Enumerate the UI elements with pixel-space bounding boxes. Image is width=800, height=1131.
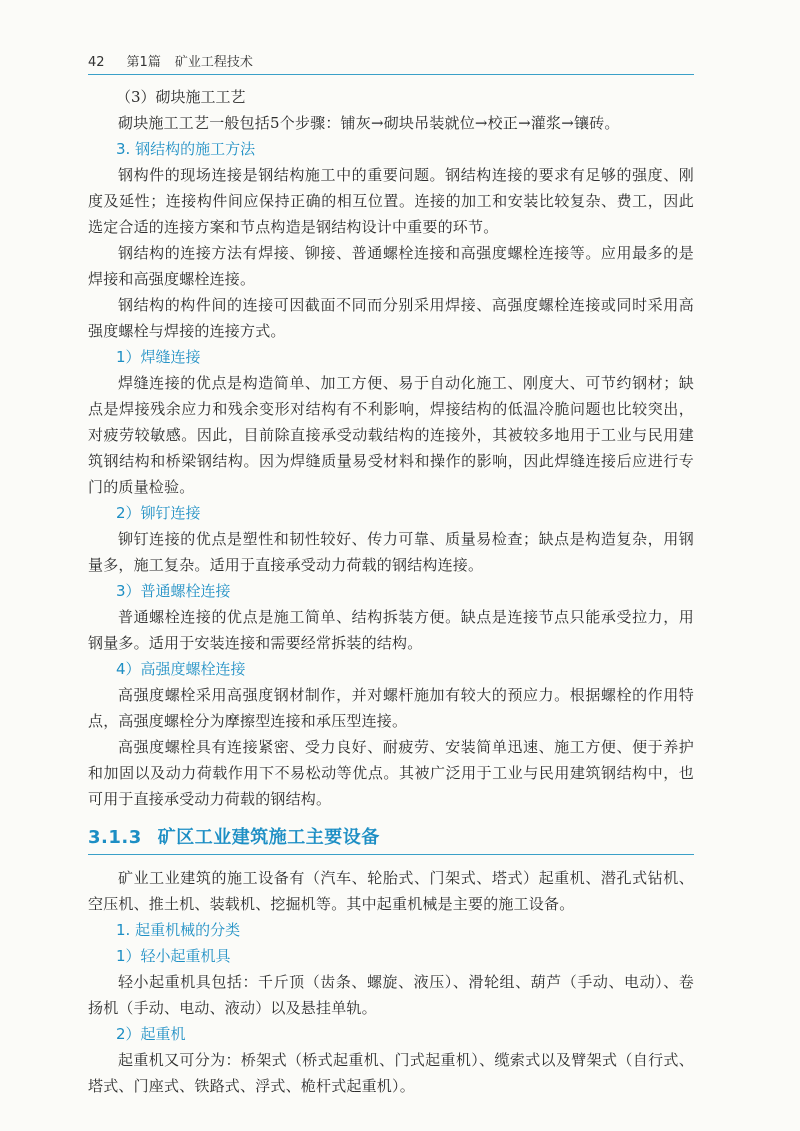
section-title	[88, 824, 694, 855]
heading-bolt: 3）普通螺栓连接	[116, 582, 231, 600]
header-rule	[88, 74, 694, 75]
heading-steel-methods: 3. 钢结构的施工方法	[116, 140, 256, 158]
heading-masonry-process: （3）砌块施工工艺	[116, 88, 246, 106]
heading-high-strength-bolt: 4）高强度螺栓连接	[116, 660, 246, 678]
heading-weld: 1）焊缝连接	[116, 348, 201, 366]
paragraph-hsbolt-2: 高强度螺栓具有连接紧密、受力良好、耐疲劳、安装简单迅速、施工方便、便于养护和加固以及动力荷载作用下不易松动等优点。其被广泛用于工业与民用建筑钢结构中，也可用于直接承受动力荷载的钢结构。	[88, 738, 694, 808]
page-number: 42	[88, 55, 105, 70]
paragraph-equipment: 矿业工业建筑的施工设备有（汽车、轮胎式、门架式、塔式）起重机、潜孔式钻机、空压机、推土机、装载机、挖掘机等。其中起重机械是主要的施工设备。	[88, 869, 694, 913]
paragraph-rivet: 铆钉连接的优点是塑性和韧性较好、传力可靠、质量易检查；缺点是构造复杂，用钢量多，施工复杂。适用于直接承受动力荷载的钢结构连接。	[88, 530, 694, 574]
section-rule	[88, 854, 694, 855]
paragraph-masonry: 砌块施工工艺一般包括5个步骤：铺灰→砌块吊装就位→校正→灌浆→镶砖。	[118, 114, 620, 132]
section-title-text: 矿区工业建筑施工主要设备	[157, 827, 380, 848]
paragraph-light-lifting: 轻小起重机具包括：千斤顶（齿条、螺旋、液压）、滑轮组、葫芦（手动、电动）、卷扬机（手动、电动、液动）以及悬挂单轨。	[88, 973, 694, 1017]
paragraph-hsbolt-1: 高强度螺栓采用高强度钢材制作，并对螺杆施加有较大的预应力。根据螺栓的作用特点，高强度螺栓分为摩擦型连接和承压型连接。	[88, 686, 694, 730]
page-body	[88, 84, 694, 1099]
heading-rivet: 2）铆钉连接	[116, 504, 201, 522]
part-label: 第1篇	[126, 55, 161, 70]
heading-crane-classification: 1. 起重机械的分类	[116, 921, 241, 939]
paragraph-bolt: 普通螺栓连接的优点是施工简单、结构拆装方便。缺点是连接节点只能承受拉力，用钢量多。适用于安装连接和需要经常拆装的结构。	[88, 608, 694, 652]
paragraph-steel-3: 钢结构的构件间的连接可因截面不同而分别采用焊接、高强度螺栓连接或同时采用高强度螺栓与焊接的连接方式。	[88, 296, 694, 340]
paragraph-weld: 焊缝连接的优点是构造简单、加工方便、易于自动化施工、刚度大、可节约钢材；缺点是焊接残余应力和残余变形对结构有不利影响，焊接结构的低温冷脆问题也比较突出，对疲劳较敏感。因此，目前除直接承受动载结构的连接外，其被较多地用于工业与民用建筑钢结构和桥梁钢结构。因为焊缝质量易受材料和操作的影响，因此焊缝连接后应进行专门的质量检验。	[88, 374, 694, 496]
part-title: 矿业工程技术	[174, 55, 253, 70]
paragraph-steel-1: 钢构件的现场连接是钢结构施工中的重要问题。钢结构连接的要求有足够的强度、刚度及延性；连接构件间应保持正确的相互位置。连接的加工和安装比较复杂、费工，因此选定合适的连接方案和节点构造是钢结构设计中重要的环节。	[88, 166, 694, 236]
page-header	[88, 50, 698, 76]
paragraph-crane: 起重机又可分为：桥架式（桥式起重机、门式起重机）、缆索式以及臂架式（自行式、塔式、门座式、铁路式、浮式、桅杆式起重机）。	[88, 1051, 694, 1095]
heading-light-lifting: 1）轻小起重机具	[116, 947, 231, 965]
heading-crane: 2）起重机	[116, 1025, 186, 1043]
section-number: 3.1.3	[88, 827, 142, 848]
paragraph-steel-2: 钢结构的连接方法有焊接、铆接、普通螺栓连接和高强度螺栓连接等。应用最多的是焊接和高强度螺栓连接。	[88, 244, 694, 288]
